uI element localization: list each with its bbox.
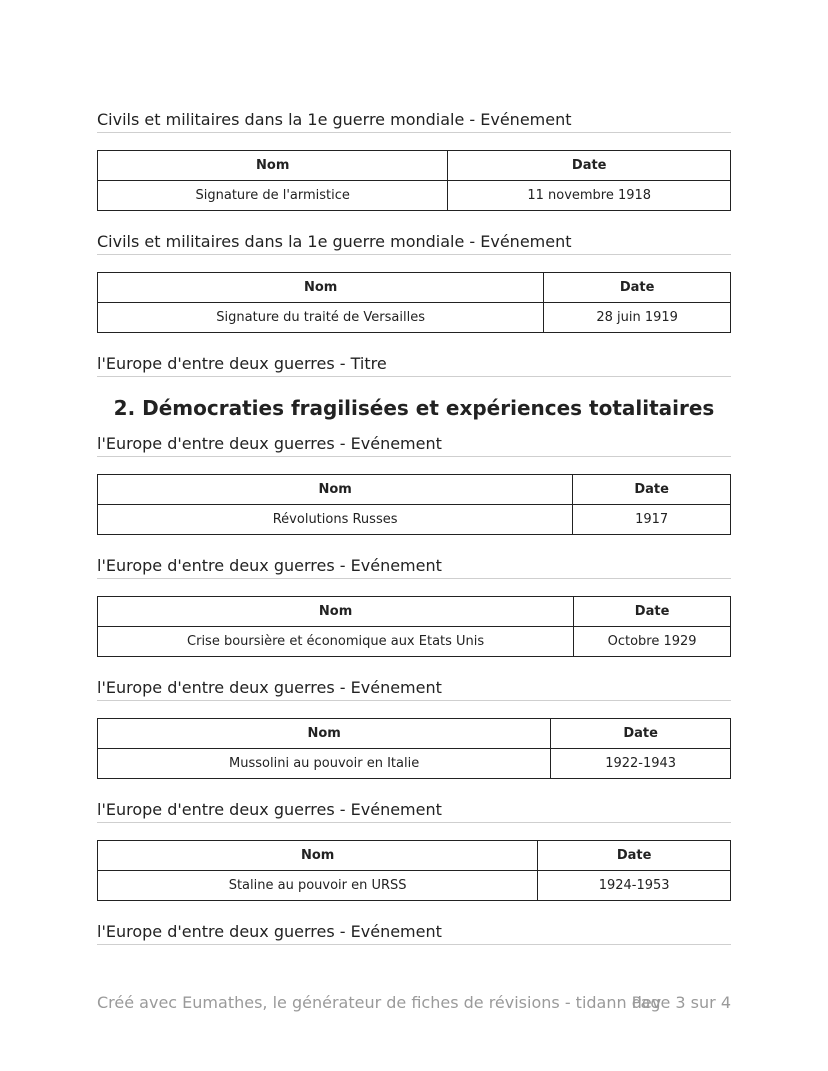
column-header-date: Date <box>448 151 731 181</box>
event-date: 1922-1943 <box>551 749 731 779</box>
section-heading: l'Europe d'entre deux guerres - Evénement <box>97 922 731 945</box>
table-row <box>98 505 731 535</box>
event-table <box>97 840 731 901</box>
column-header-date: Date <box>551 719 731 749</box>
event-name: Staline au pouvoir en URSS <box>98 871 538 901</box>
table-header-row <box>98 597 731 627</box>
section-heading: l'Europe d'entre deux guerres - Evénement <box>97 678 731 701</box>
page-number: Page 3 sur 4 <box>631 993 731 1012</box>
event-table <box>97 150 731 211</box>
event-table <box>97 596 731 657</box>
section-heading: l'Europe d'entre deux guerres - Evénement <box>97 556 731 579</box>
section-heading: l'Europe d'entre deux guerres - Titre <box>97 354 731 377</box>
table-row <box>98 749 731 779</box>
table-header-row <box>98 273 731 303</box>
column-header-date: Date <box>573 475 731 505</box>
chapter-title: 2. Démocraties fragilisées et expériences totalitaires <box>113 396 715 420</box>
column-header-date: Date <box>544 273 731 303</box>
event-date: 1924-1953 <box>538 871 731 901</box>
table-header-row <box>98 841 731 871</box>
event-table <box>97 272 731 333</box>
footer-credit: Créé avec Eumathes, le générateur de fiches de révisions - tidann dev <box>97 993 662 1012</box>
page-footer <box>97 992 731 1014</box>
event-date: 11 novembre 1918 <box>448 181 731 211</box>
event-name: Crise boursière et économique aux Etats Unis <box>98 627 574 657</box>
event-table <box>97 718 731 779</box>
table-row <box>98 627 731 657</box>
column-header-name: Nom <box>98 151 448 181</box>
section-heading: Civils et militaires dans la 1e guerre mondiale - Evénement <box>97 232 731 255</box>
table-header-row <box>98 475 731 505</box>
event-date: Octobre 1929 <box>574 627 731 657</box>
section-heading: l'Europe d'entre deux guerres - Evénement <box>97 434 731 457</box>
column-header-name: Nom <box>98 475 573 505</box>
event-table <box>97 474 731 535</box>
section-heading: Civils et militaires dans la 1e guerre mondiale - Evénement <box>97 110 731 133</box>
event-date: 28 juin 1919 <box>544 303 731 333</box>
column-header-name: Nom <box>98 841 538 871</box>
table-row <box>98 181 731 211</box>
column-header-date: Date <box>538 841 731 871</box>
event-name: Signature de l'armistice <box>98 181 448 211</box>
column-header-name: Nom <box>98 273 544 303</box>
table-header-row <box>98 719 731 749</box>
table-row <box>98 303 731 333</box>
table-row <box>98 871 731 901</box>
event-name: Signature du traité de Versailles <box>98 303 544 333</box>
column-header-date: Date <box>574 597 731 627</box>
section-heading: l'Europe d'entre deux guerres - Evénement <box>97 800 731 823</box>
column-header-name: Nom <box>98 719 551 749</box>
event-name: Mussolini au pouvoir en Italie <box>98 749 551 779</box>
column-header-name: Nom <box>98 597 574 627</box>
table-header-row <box>98 151 731 181</box>
event-name: Révolutions Russes <box>98 505 573 535</box>
event-date: 1917 <box>573 505 731 535</box>
